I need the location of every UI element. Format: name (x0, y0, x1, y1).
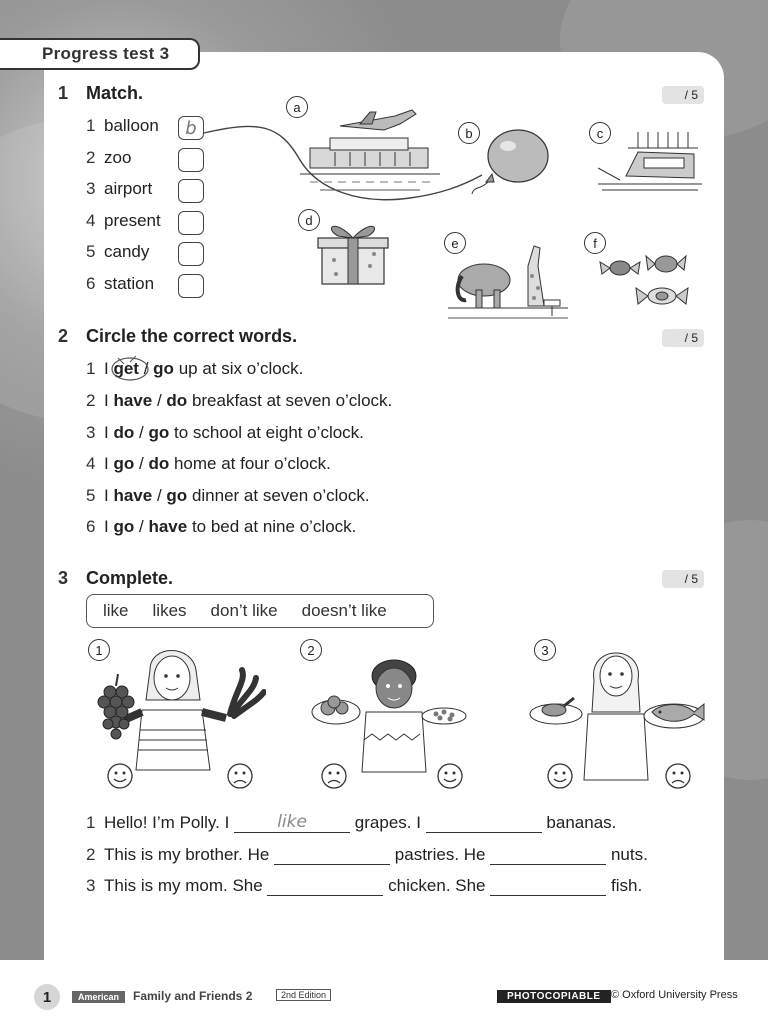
girl-grapes-bananas-picture (96, 640, 266, 792)
picture-label-a: a (286, 96, 308, 118)
section-title: Circle the correct words. (86, 326, 298, 346)
match-item (86, 179, 152, 199)
word-bank-item: like (103, 601, 129, 620)
word-option[interactable]: have (148, 517, 188, 536)
option-separator: / (156, 486, 162, 505)
item-number: 5 (86, 486, 96, 505)
section-title: Match. (86, 83, 144, 103)
sentence-row (86, 454, 331, 474)
answer-circle-mark (108, 352, 156, 384)
sentence-part: Hello! I’m Polly. I (104, 813, 230, 832)
balloon-picture (470, 124, 560, 196)
mom-chicken-fish-picture (528, 640, 708, 792)
match-item (86, 116, 159, 136)
item-word: station (104, 274, 155, 293)
word-bank (86, 594, 434, 628)
sentence-part: grapes. I (354, 813, 421, 832)
airport-picture (300, 108, 440, 194)
sentence-rest: up at six o’clock. (178, 359, 304, 378)
item-number: 2 (86, 845, 96, 864)
picture-label-d: d (298, 209, 320, 231)
answer-blank[interactable] (267, 876, 383, 896)
match-item (86, 274, 154, 294)
item-number: 4 (86, 454, 96, 473)
zoo-picture (448, 236, 568, 328)
item-number: 1 (86, 359, 96, 378)
match-item (86, 242, 149, 262)
page-title: Progress test 3 (0, 38, 200, 70)
sentence-subject: I (104, 486, 109, 505)
publisher-credit: © Oxford University Press (611, 989, 738, 1001)
item-word: airport (104, 179, 153, 198)
book-title: Family and Friends 2 (133, 989, 253, 1003)
word-bank-item: don’t like (210, 601, 278, 620)
item-word: present (104, 211, 161, 230)
complete-sentence (86, 813, 616, 833)
item-number: 3 (86, 876, 96, 895)
picture-label-f: f (584, 232, 606, 254)
sentence-row (86, 517, 356, 537)
picture-label-3: 3 (534, 639, 556, 661)
edition-badge: 2nd Edition (276, 989, 331, 1001)
match-item (86, 211, 161, 231)
section-title: Complete. (86, 568, 174, 588)
option-separator: / (138, 454, 144, 473)
page-number: 1 (34, 984, 60, 1010)
answer-blank[interactable] (426, 813, 542, 833)
item-word: zoo (104, 148, 132, 167)
sentence-subject: I (104, 391, 109, 410)
picture-label-2: 2 (300, 639, 322, 661)
match-item (86, 148, 131, 168)
word-option[interactable]: have (113, 391, 153, 410)
complete-sentence (86, 845, 648, 865)
option-separator: / (156, 391, 162, 410)
sentence-part: chicken. She (388, 876, 486, 895)
sentence-subject: I (104, 517, 109, 536)
sentence-part: This is my brother. He (104, 845, 270, 864)
sentence-part: pastries. He (394, 845, 486, 864)
boy-pastries-nuts-picture (310, 648, 480, 792)
item-number: 1 (86, 813, 96, 832)
item-number: 3 (86, 179, 96, 198)
word-option[interactable]: go (166, 486, 188, 505)
answer-blank[interactable] (274, 845, 390, 865)
complete-sentence (86, 876, 642, 896)
answer-box[interactable] (178, 242, 204, 266)
picture-label-c: c (589, 122, 611, 144)
region-badge: American (72, 991, 125, 1003)
option-separator: / (138, 423, 144, 442)
item-number: 2 (86, 391, 96, 410)
option-separator: / (138, 517, 144, 536)
word-option[interactable]: go (113, 517, 135, 536)
item-number: 6 (86, 274, 96, 293)
sentence-part: bananas. (546, 813, 617, 832)
photocopiable-badge: PHOTOCOPIABLE (497, 990, 611, 1003)
sentence-rest: to bed at nine o’clock. (191, 517, 357, 536)
train-station-picture (598, 128, 702, 196)
word-option[interactable]: go (113, 454, 135, 473)
sentence-rest: breakfast at seven o’clock. (191, 391, 393, 410)
item-number: 1 (86, 116, 96, 135)
score-badge: / 5 (662, 86, 704, 104)
word-bank-item: likes (152, 601, 187, 620)
sentence-row (86, 423, 364, 443)
answer-blank[interactable] (490, 876, 606, 896)
answer-blank[interactable] (490, 845, 606, 865)
word-option[interactable]: go (153, 359, 174, 378)
answer-box[interactable]: b (178, 116, 204, 140)
sentence-row (86, 391, 392, 411)
sentence-rest: home at four o’clock. (173, 454, 331, 473)
sentence-part: fish. (610, 876, 643, 895)
picture-label-1: 1 (88, 639, 110, 661)
word-option[interactable]: get (113, 359, 139, 378)
sentence-subject: I (104, 423, 109, 442)
sentence-part: nuts. (610, 845, 648, 864)
item-word: candy (104, 242, 150, 261)
section-number: 3 (58, 568, 69, 588)
candy-picture (596, 242, 700, 312)
word-option[interactable]: do (166, 391, 188, 410)
sentence-subject: I (104, 359, 109, 378)
answer-blank[interactable]: like (234, 813, 350, 833)
answer-box[interactable] (178, 211, 204, 235)
item-word: balloon (104, 116, 159, 135)
item-number: 6 (86, 517, 96, 536)
sentence-row (86, 486, 370, 506)
word-option[interactable]: do (148, 454, 170, 473)
word-option[interactable]: have (113, 486, 153, 505)
sentence-rest: to school at eight o’clock. (173, 423, 364, 442)
section-number: 2 (58, 326, 69, 346)
present-picture (314, 214, 394, 290)
word-option[interactable]: go (148, 423, 170, 442)
score-badge: / 5 (662, 329, 704, 347)
picture-label-e: e (444, 232, 466, 254)
item-number: 4 (86, 211, 96, 230)
word-option[interactable]: do (113, 423, 135, 442)
sentence-subject: I (104, 454, 109, 473)
word-bank-item: doesn’t like (301, 601, 387, 620)
score-badge: / 5 (662, 570, 704, 588)
item-number: 3 (86, 423, 96, 442)
item-number: 5 (86, 242, 96, 261)
option-separator: / (143, 359, 149, 378)
section-number: 1 (58, 83, 69, 103)
answer-box[interactable] (178, 274, 204, 298)
picture-label-b: b (458, 122, 480, 144)
sentence-rest: dinner at seven o’clock. (191, 486, 370, 505)
item-number: 2 (86, 148, 96, 167)
sentence-part: This is my mom. She (104, 876, 263, 895)
